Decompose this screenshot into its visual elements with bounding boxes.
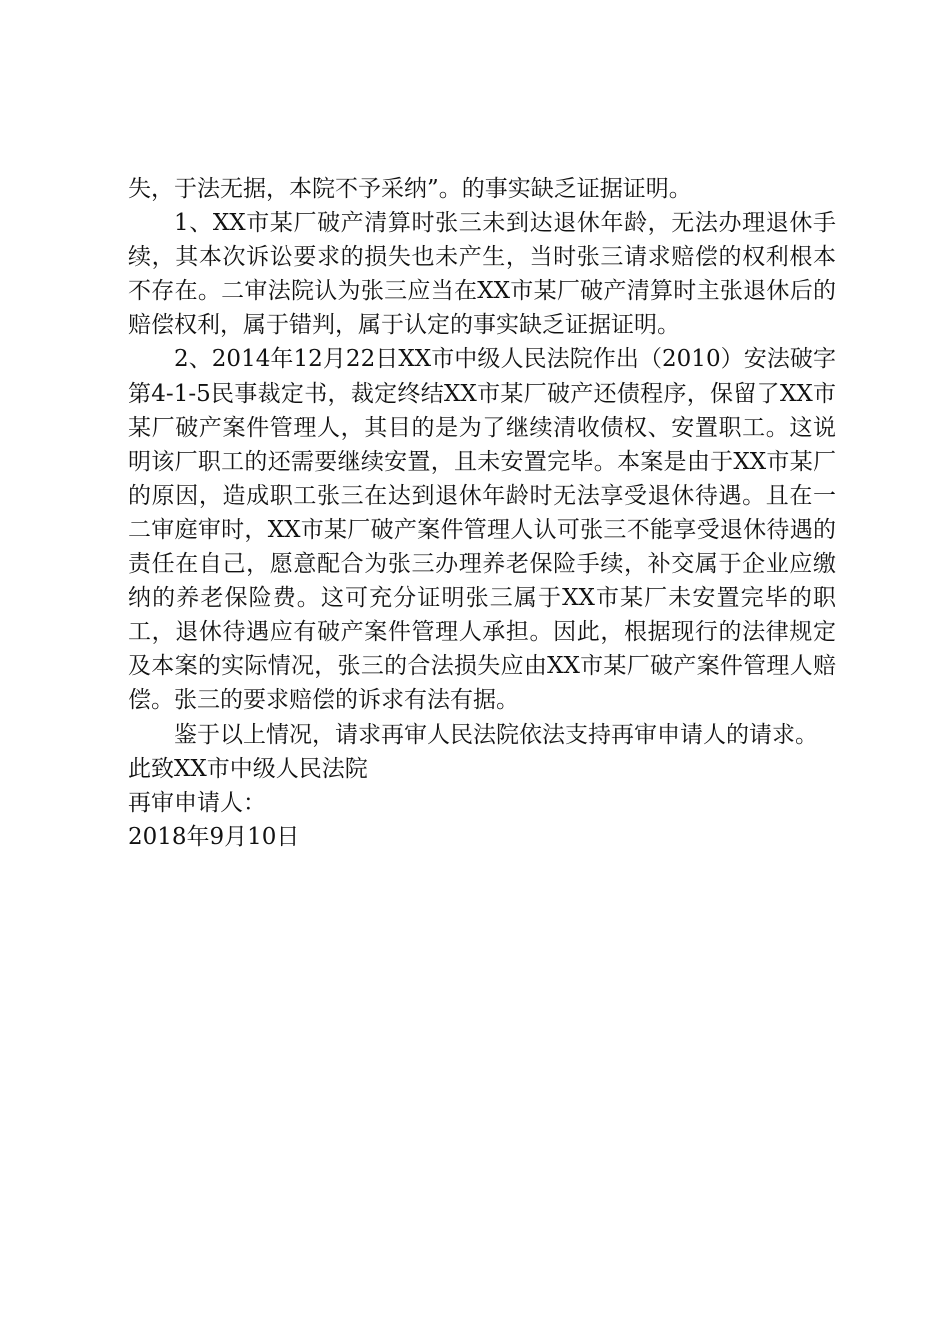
paragraph-request: 鉴于以上情况，请求再审人民法院依法支持再审申请人的请求。 — [174, 721, 818, 748]
paragraph-point-2: 2、2014年12月22日XX市中级人民法院作出（2010）安法破字第4-1-5民事裁定书，裁定终结XX市某厂破产还债程序，保留了XX市某厂破产案件管理人，其目的是为了继续清收债权、安置职工。这说明该厂职工的还需要继续安置，且未安置完毕。本案是由于XX市某厂的原因，造成职工张三在达到退休年龄时无法享受退休待遇。且在一二审庭审时，XX市某厂破产案件管理人认可张三不能享受退休待遇的责任在自己，愿意配合为张三办理养老保险手续，补交属于企业应缴纳的养老保险费。这可充分证明张三属于XX市某厂未安置完毕的职工，退休待遇应有破产案件管理人承担。因此，根据现行的法律规定及本案的实际情况，张三的合法损失应由XX市某厂破产案件管理人赔偿。张三的要求赔偿的诉求有法有据。 — [128, 346, 836, 714]
closing-applicant: 再审申请人： — [128, 789, 266, 816]
closing-date: 2018年9月10日 — [128, 823, 300, 850]
document-body — [128, 172, 836, 854]
paragraph-continuation: 失，于法无据，本院不予采纳”。的事实缺乏证据证明。 — [128, 176, 692, 202]
paragraph-point-1: 1、XX市某厂破产清算时张三未到达退休年龄，无法办理退休手续，其本次诉讼要求的损失也未产生，当时张三请求赔偿的权利根本不存在。二审法院认为张三应当在XX市某厂破产清算时主张退休后的赔偿权利，属于错判，属于认定的事实缺乏证据证明。 — [128, 210, 836, 339]
closing-addressee: 此致XX市中级人民法院 — [128, 755, 368, 782]
